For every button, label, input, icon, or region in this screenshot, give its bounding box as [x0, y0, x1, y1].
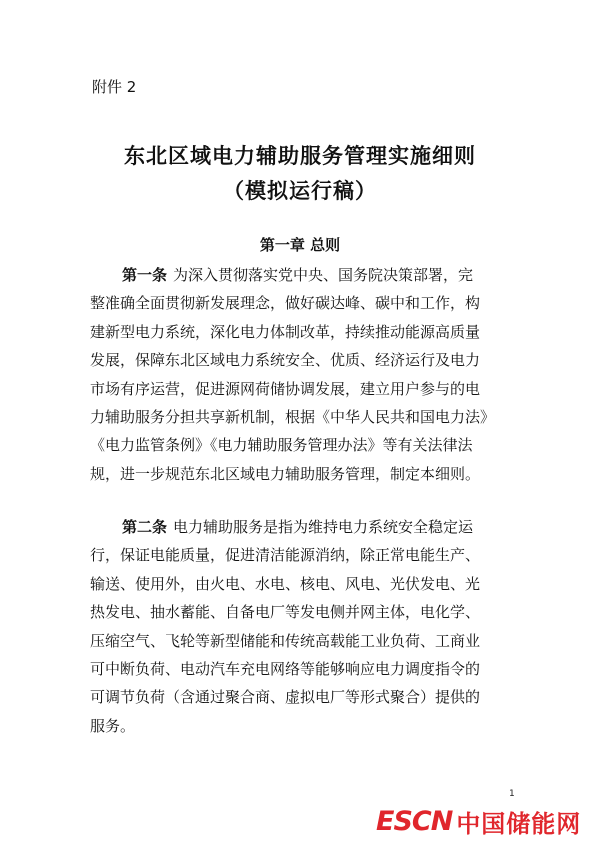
article-line: 热发电、抽水蓄能、自备电厂等发电侧并网主体，电化学、: [90, 603, 481, 622]
article-line: 可中断负荷、电动汽车充电网络等能够响应电力调度指令的: [90, 659, 481, 678]
watermark-latin: ESCN: [376, 805, 453, 837]
escn-watermark-logo: [376, 802, 592, 840]
article-line: 行，保证电能质量，促进清洁能源消纳，除正常电能生产、: [90, 546, 481, 565]
chapter-heading: 第一章 总则: [259, 236, 341, 254]
article-label: 第一条: [122, 266, 168, 284]
article-label: 第二条: [122, 518, 168, 536]
article-line: 力辅助服务分担共享新机制，根据《中华人民共和国电力法》: [90, 407, 496, 426]
article-line: 规，进一步规范东北区域电力辅助服务管理，制定本细则。: [90, 464, 481, 483]
article-line: 服务。: [90, 716, 136, 735]
article-2: [90, 513, 514, 740]
article-line: 建新型电力系统，深化电力体制改革，持续推动能源高质量: [90, 322, 481, 341]
article-line: 《电力监管条例》《电力辅助服务管理办法》等有关法律法: [90, 436, 473, 455]
attachment-label: 附件 2: [92, 78, 137, 96]
article-line: 第二条 电力辅助服务是指为维持电力系统安全稳定运: [122, 518, 474, 536]
document-subtitle: （模拟运行稿）: [223, 179, 377, 203]
article-line: 整准确全面贯彻新发展理念，做好碳达峰、碳中和工作，构: [90, 294, 481, 313]
article-1: [90, 261, 514, 488]
page-number: 1: [509, 789, 515, 799]
article-line: 第一条 为深入贯彻落实党中央、国务院决策部署，完: [122, 266, 474, 284]
document-title: 东北区域电力辅助服务管理实施细则: [124, 144, 476, 168]
article-line: 压缩空气、飞轮等新型储能和传统高载能工业负荷、工商业: [90, 631, 481, 650]
article-line: 输送、使用外，由火电、水电、核电、风电、光伏发电、光: [90, 574, 481, 593]
article-line: 市场有序运营，促进源网荷储协调发展，建立用户参与的电: [90, 379, 481, 398]
article-line: 发展，保障东北区域电力系统安全、优质、经济运行及电力: [90, 351, 481, 370]
watermark-chinese: 中国储能网: [456, 809, 582, 838]
article-line: 可调节负荷（含通过聚合商、虚拟电厂等形式聚合）提供的: [90, 688, 481, 707]
